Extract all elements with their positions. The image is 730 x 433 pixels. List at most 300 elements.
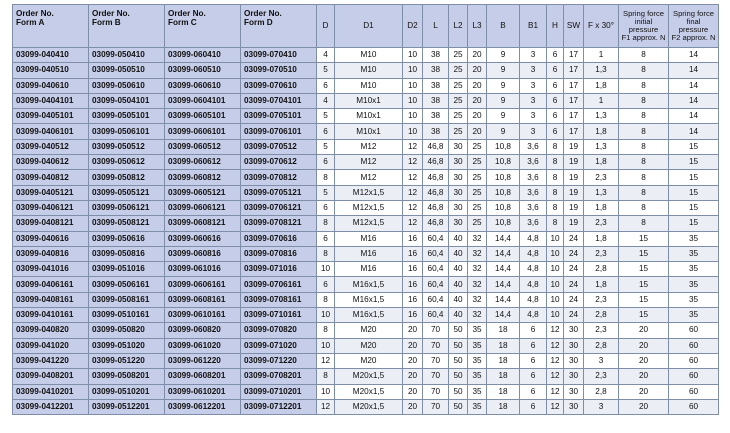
table-cell: 6 xyxy=(317,124,335,139)
table-cell: 03099-0706161 xyxy=(241,277,317,292)
table-cell: 30 xyxy=(449,170,468,185)
table-cell: 9 xyxy=(487,63,520,78)
table-cell: 35 xyxy=(468,384,487,399)
table-cell: 35 xyxy=(669,231,719,246)
table-cell: 03099-070616 xyxy=(241,231,317,246)
table-cell: 10,8 xyxy=(487,155,520,170)
table-cell: M12x1,5 xyxy=(335,216,403,231)
table-cell: 03099-0505121 xyxy=(89,185,165,200)
table-cell: 35 xyxy=(468,369,487,384)
table-cell: 6 xyxy=(547,78,564,93)
table-cell: 03099-0406161 xyxy=(13,277,89,292)
table-cell: 19 xyxy=(564,155,584,170)
table-cell: 8 xyxy=(619,216,669,231)
table-cell: M16x1,5 xyxy=(335,292,403,307)
table-row xyxy=(13,308,719,323)
table-cell: 70 xyxy=(423,369,449,384)
table-cell: 18 xyxy=(487,338,520,353)
table-cell: 1,3 xyxy=(584,109,619,124)
table-cell: 03099-0608161 xyxy=(165,292,241,307)
table-cell: 50 xyxy=(449,323,468,338)
table-cell: 20 xyxy=(403,399,423,414)
table-cell: 20 xyxy=(468,48,487,63)
table-cell: 60,4 xyxy=(423,262,449,277)
table-cell: 03099-060616 xyxy=(165,231,241,246)
table-cell: 15 xyxy=(619,308,669,323)
table-cell: 10 xyxy=(547,246,564,261)
table-cell: 03099-0405101 xyxy=(13,109,89,124)
table-cell: 1,8 xyxy=(584,78,619,93)
table-row xyxy=(13,369,719,384)
header-form-c: Order No. Form C xyxy=(165,5,241,48)
header-f2: Spring force final pressure F2 approx. N xyxy=(669,5,719,48)
table-cell: 8 xyxy=(317,170,335,185)
header-d: D xyxy=(317,5,335,48)
table-cell: 3,6 xyxy=(520,216,547,231)
table-cell: 8 xyxy=(619,78,669,93)
table-cell: 6 xyxy=(317,78,335,93)
table-row xyxy=(13,231,719,246)
table-cell: 14 xyxy=(669,63,719,78)
table-cell: 03099-0508201 xyxy=(89,369,165,384)
table-cell: 8 xyxy=(619,48,669,63)
table-cell: 03099-051016 xyxy=(89,262,165,277)
table-cell: 9 xyxy=(487,93,520,108)
table-cell: 9 xyxy=(487,124,520,139)
table-cell: 03099-040512 xyxy=(13,139,89,154)
table-cell: 03099-070820 xyxy=(241,323,317,338)
table-cell: 46,8 xyxy=(423,200,449,215)
table-cell: 6 xyxy=(317,277,335,292)
table-cell: 10 xyxy=(317,308,335,323)
table-cell: 24 xyxy=(564,308,584,323)
table-cell: 03099-0606121 xyxy=(165,200,241,215)
table-cell: 6 xyxy=(520,338,547,353)
table-cell: 03099-061020 xyxy=(165,338,241,353)
table-cell: 40 xyxy=(449,231,468,246)
table-cell: 03099-0412201 xyxy=(13,399,89,414)
table-cell: 12 xyxy=(547,369,564,384)
table-cell: 15 xyxy=(619,262,669,277)
header-form-a: Order No. Form A xyxy=(13,5,89,48)
table-cell: 03099-040610 xyxy=(13,78,89,93)
table-cell: 19 xyxy=(564,139,584,154)
table-cell: 20 xyxy=(403,369,423,384)
table-body xyxy=(13,48,719,415)
table-cell: 03099-0605101 xyxy=(165,109,241,124)
table-cell: 15 xyxy=(669,170,719,185)
table-cell: 20 xyxy=(403,353,423,368)
table-cell: 20 xyxy=(403,338,423,353)
table-cell: 4,8 xyxy=(520,262,547,277)
table-cell: 03099-0410201 xyxy=(13,384,89,399)
table-cell: 25 xyxy=(449,63,468,78)
table-cell: 6 xyxy=(547,48,564,63)
table-cell: 8 xyxy=(547,139,564,154)
header-sw: SW xyxy=(564,5,584,48)
table-row xyxy=(13,63,719,78)
table-cell: 50 xyxy=(449,338,468,353)
table-cell: 17 xyxy=(564,109,584,124)
table-cell: 10 xyxy=(403,109,423,124)
table-cell: 2,3 xyxy=(584,323,619,338)
table-cell: 17 xyxy=(564,63,584,78)
table-cell: 70 xyxy=(423,338,449,353)
table-cell: 03099-0506101 xyxy=(89,124,165,139)
header-f1: Spring force initial pressure F1 approx. N xyxy=(619,5,669,48)
table-cell: 03099-0712201 xyxy=(241,399,317,414)
table-row xyxy=(13,48,719,63)
table-cell: 50 xyxy=(449,399,468,414)
table-cell: 46,8 xyxy=(423,185,449,200)
spec-table xyxy=(12,4,719,415)
table-cell: 03099-040510 xyxy=(13,63,89,78)
table-cell: 14,4 xyxy=(487,292,520,307)
table-cell: 03099-071220 xyxy=(241,353,317,368)
table-cell: 35 xyxy=(468,353,487,368)
table-cell: 20 xyxy=(619,353,669,368)
table-cell: 03099-040820 xyxy=(13,323,89,338)
table-cell: 03099-060820 xyxy=(165,323,241,338)
table-cell: 25 xyxy=(468,185,487,200)
table-cell: 10 xyxy=(317,262,335,277)
table-cell: 20 xyxy=(468,109,487,124)
table-cell: 10 xyxy=(547,262,564,277)
table-cell: 03099-0406101 xyxy=(13,124,89,139)
table-cell: 1,3 xyxy=(584,63,619,78)
table-cell: M12x1,5 xyxy=(335,185,403,200)
table-row xyxy=(13,384,719,399)
table-cell: 03099-0504101 xyxy=(89,93,165,108)
table-cell: 10 xyxy=(403,124,423,139)
table-cell: 20 xyxy=(403,384,423,399)
table-cell: 8 xyxy=(619,109,669,124)
table-cell: 03099-040612 xyxy=(13,155,89,170)
table-cell: M20x1,5 xyxy=(335,399,403,414)
table-cell: 9 xyxy=(487,78,520,93)
table-row xyxy=(13,185,719,200)
table-cell: 03099-061220 xyxy=(165,353,241,368)
table-cell: 03099-070612 xyxy=(241,155,317,170)
table-cell: 3,6 xyxy=(520,200,547,215)
table-cell: 12 xyxy=(403,216,423,231)
table-cell: 03099-040812 xyxy=(13,170,89,185)
table-cell: 60,4 xyxy=(423,292,449,307)
table-cell: 1,8 xyxy=(584,277,619,292)
table-cell: 10 xyxy=(403,63,423,78)
table-cell: M10x1 xyxy=(335,93,403,108)
table-cell: 03099-051020 xyxy=(89,338,165,353)
table-cell: 03099-0510161 xyxy=(89,308,165,323)
table-cell: 03099-0708161 xyxy=(241,292,317,307)
table-cell: 3 xyxy=(584,399,619,414)
table-cell: 8 xyxy=(619,170,669,185)
header-d2: D2 xyxy=(403,5,423,48)
table-cell: 25 xyxy=(468,139,487,154)
table-cell: 2,3 xyxy=(584,216,619,231)
table-row xyxy=(13,200,719,215)
table-cell: M12 xyxy=(335,139,403,154)
table-cell: 25 xyxy=(449,124,468,139)
table-cell: 03099-060612 xyxy=(165,155,241,170)
table-cell: 5 xyxy=(317,109,335,124)
table-cell: 30 xyxy=(564,338,584,353)
table-cell: 15 xyxy=(669,155,719,170)
table-cell: 38 xyxy=(423,63,449,78)
table-cell: 15 xyxy=(619,231,669,246)
table-cell: 8 xyxy=(619,63,669,78)
table-cell: 03099-0506161 xyxy=(89,277,165,292)
table-cell: 60 xyxy=(669,323,719,338)
table-cell: 70 xyxy=(423,323,449,338)
table-cell: 16 xyxy=(403,231,423,246)
header-l3: L3 xyxy=(468,5,487,48)
table-cell: 4 xyxy=(317,93,335,108)
table-cell: 2,8 xyxy=(584,384,619,399)
table-cell: 12 xyxy=(547,323,564,338)
table-cell: 14 xyxy=(669,124,719,139)
table-cell: 10,8 xyxy=(487,170,520,185)
table-cell: 35 xyxy=(669,262,719,277)
table-cell: 8 xyxy=(317,292,335,307)
table-cell: 16 xyxy=(403,246,423,261)
table-cell: 4,8 xyxy=(520,231,547,246)
header-form-b: Order No. Form B xyxy=(89,5,165,48)
table-cell: 40 xyxy=(449,262,468,277)
table-cell: 03099-0608121 xyxy=(165,216,241,231)
table-cell: 12 xyxy=(317,399,335,414)
table-cell: 12 xyxy=(547,384,564,399)
table-cell: 24 xyxy=(564,277,584,292)
table-cell: 03099-060812 xyxy=(165,170,241,185)
table-cell: 03099-040616 xyxy=(13,231,89,246)
table-cell: 60,4 xyxy=(423,277,449,292)
table-cell: 03099-060510 xyxy=(165,63,241,78)
table-cell: 3 xyxy=(520,63,547,78)
table-cell: 30 xyxy=(564,323,584,338)
table-cell: 3,6 xyxy=(520,139,547,154)
table-cell: 3 xyxy=(520,78,547,93)
table-cell: 03099-050812 xyxy=(89,170,165,185)
table-cell: 40 xyxy=(449,277,468,292)
table-cell: 1,8 xyxy=(584,155,619,170)
table-cell: 30 xyxy=(564,369,584,384)
table-cell: 03099-0408161 xyxy=(13,292,89,307)
table-cell: 10 xyxy=(547,277,564,292)
table-cell: 6 xyxy=(520,323,547,338)
table-cell: 14 xyxy=(669,109,719,124)
table-cell: 03099-050610 xyxy=(89,78,165,93)
table-cell: 18 xyxy=(487,323,520,338)
table-cell: 03099-070510 xyxy=(241,63,317,78)
table-cell: 14,4 xyxy=(487,231,520,246)
table-cell: M10 xyxy=(335,63,403,78)
table-cell: 03099-0508121 xyxy=(89,216,165,231)
header-b1: B1 xyxy=(520,5,547,48)
table-cell: 1,8 xyxy=(584,200,619,215)
table-cell: 70 xyxy=(423,399,449,414)
table-cell: 19 xyxy=(564,200,584,215)
table-cell: 30 xyxy=(449,216,468,231)
table-cell: 8 xyxy=(317,216,335,231)
table-cell: 20 xyxy=(619,399,669,414)
table-cell: M20x1,5 xyxy=(335,369,403,384)
table-cell: 5 xyxy=(317,139,335,154)
table-cell: 8 xyxy=(547,200,564,215)
table-cell: 15 xyxy=(619,246,669,261)
table-cell: 03099-0708121 xyxy=(241,216,317,231)
header-d1: D1 xyxy=(335,5,403,48)
table-cell: M20 xyxy=(335,323,403,338)
table-cell: 8 xyxy=(547,185,564,200)
table-cell: 03099-070610 xyxy=(241,78,317,93)
table-cell: 60 xyxy=(669,399,719,414)
table-cell: 03099-0606161 xyxy=(165,277,241,292)
table-cell: 8 xyxy=(619,155,669,170)
table-cell: M12x1,5 xyxy=(335,200,403,215)
table-cell: 03099-0606101 xyxy=(165,124,241,139)
table-cell: 6 xyxy=(317,231,335,246)
table-cell: 46,8 xyxy=(423,155,449,170)
table-cell: 24 xyxy=(564,246,584,261)
table-cell: 03099-0510201 xyxy=(89,384,165,399)
table-cell: 32 xyxy=(468,292,487,307)
table-cell: 18 xyxy=(487,399,520,414)
table-cell: 6 xyxy=(520,399,547,414)
table-cell: M16 xyxy=(335,262,403,277)
header-h: H xyxy=(547,5,564,48)
table-cell: 4,8 xyxy=(520,277,547,292)
table-cell: 10 xyxy=(403,48,423,63)
table-cell: 03099-060610 xyxy=(165,78,241,93)
table-cell: 38 xyxy=(423,93,449,108)
table-cell: 17 xyxy=(564,78,584,93)
table-cell: 60,4 xyxy=(423,246,449,261)
table-cell: 03099-0710161 xyxy=(241,308,317,323)
table-cell: 38 xyxy=(423,124,449,139)
table-cell: 8 xyxy=(547,170,564,185)
table-cell: 03099-070512 xyxy=(241,139,317,154)
header-form-d: Order No. Form D xyxy=(241,5,317,48)
table-cell: 32 xyxy=(468,277,487,292)
table-cell: 25 xyxy=(449,109,468,124)
table-cell: 6 xyxy=(547,93,564,108)
table-cell: 30 xyxy=(564,353,584,368)
table-cell: M20x1,5 xyxy=(335,384,403,399)
table-cell: 10,8 xyxy=(487,216,520,231)
table-cell: 15 xyxy=(669,185,719,200)
table-cell: 16 xyxy=(403,292,423,307)
table-cell: 03099-041220 xyxy=(13,353,89,368)
table-cell: 25 xyxy=(468,155,487,170)
table-cell: 17 xyxy=(564,48,584,63)
table-row xyxy=(13,78,719,93)
table-cell: 03099-0705121 xyxy=(241,185,317,200)
table-cell: 8 xyxy=(619,93,669,108)
header-f: F x 30° xyxy=(584,5,619,48)
table-cell: 03099-050510 xyxy=(89,63,165,78)
table-cell: 38 xyxy=(423,78,449,93)
table-cell: M12 xyxy=(335,170,403,185)
table-cell: 1,3 xyxy=(584,139,619,154)
table-cell: M16x1,5 xyxy=(335,277,403,292)
table-cell: 03099-040816 xyxy=(13,246,89,261)
table-cell: 03099-0610201 xyxy=(165,384,241,399)
table-cell: 10 xyxy=(317,384,335,399)
table-cell: 20 xyxy=(468,124,487,139)
table-cell: 03099-0405121 xyxy=(13,185,89,200)
table-row xyxy=(13,246,719,261)
table-cell: 8 xyxy=(547,216,564,231)
table-cell: 20 xyxy=(619,369,669,384)
table-cell: 12 xyxy=(403,200,423,215)
table-cell: 24 xyxy=(564,292,584,307)
table-cell: 20 xyxy=(619,338,669,353)
table-cell: 03099-060816 xyxy=(165,246,241,261)
table-cell: 03099-071020 xyxy=(241,338,317,353)
table-cell: M10x1 xyxy=(335,109,403,124)
table-cell: 24 xyxy=(564,231,584,246)
table-cell: 19 xyxy=(564,170,584,185)
table-cell: 1,8 xyxy=(584,124,619,139)
table-cell: 03099-0610161 xyxy=(165,308,241,323)
table-cell: 03099-0410161 xyxy=(13,308,89,323)
table-cell: 15 xyxy=(619,277,669,292)
table-cell: 03099-0408121 xyxy=(13,216,89,231)
table-row xyxy=(13,338,719,353)
table-cell: 3 xyxy=(520,48,547,63)
table-cell: 03099-050616 xyxy=(89,231,165,246)
table-cell: M16 xyxy=(335,246,403,261)
table-cell: 14,4 xyxy=(487,246,520,261)
table-cell: 60 xyxy=(669,369,719,384)
table-cell: 50 xyxy=(449,384,468,399)
table-cell: 10,8 xyxy=(487,139,520,154)
table-cell: 19 xyxy=(564,185,584,200)
table-cell: 03099-050820 xyxy=(89,323,165,338)
table-cell: 20 xyxy=(468,78,487,93)
table-cell: 8 xyxy=(317,246,335,261)
table-cell: 03099-041016 xyxy=(13,262,89,277)
table-cell: 70 xyxy=(423,353,449,368)
table-cell: 03099-061016 xyxy=(165,262,241,277)
table-cell: 2,3 xyxy=(584,292,619,307)
table-cell: 30 xyxy=(564,399,584,414)
table-cell: 10,8 xyxy=(487,200,520,215)
table-cell: 6 xyxy=(317,155,335,170)
table-cell: 03099-051220 xyxy=(89,353,165,368)
table-cell: 24 xyxy=(564,262,584,277)
table-cell: 38 xyxy=(423,48,449,63)
table-cell: 03099-0706121 xyxy=(241,200,317,215)
table-cell: 60 xyxy=(669,353,719,368)
table-cell: 30 xyxy=(449,155,468,170)
table-row xyxy=(13,170,719,185)
table-cell: 03099-0408201 xyxy=(13,369,89,384)
table-cell: 40 xyxy=(449,308,468,323)
table-cell: M10 xyxy=(335,78,403,93)
table-cell: 12 xyxy=(403,155,423,170)
table-cell: 03099-060410 xyxy=(165,48,241,63)
table-cell: 20 xyxy=(619,384,669,399)
table-cell: 18 xyxy=(487,384,520,399)
table-cell: 9 xyxy=(487,109,520,124)
table-cell: 12 xyxy=(547,338,564,353)
table-cell: 03099-070816 xyxy=(241,246,317,261)
table-cell: 35 xyxy=(468,323,487,338)
table-cell: 16 xyxy=(403,277,423,292)
table-cell: 3 xyxy=(520,109,547,124)
